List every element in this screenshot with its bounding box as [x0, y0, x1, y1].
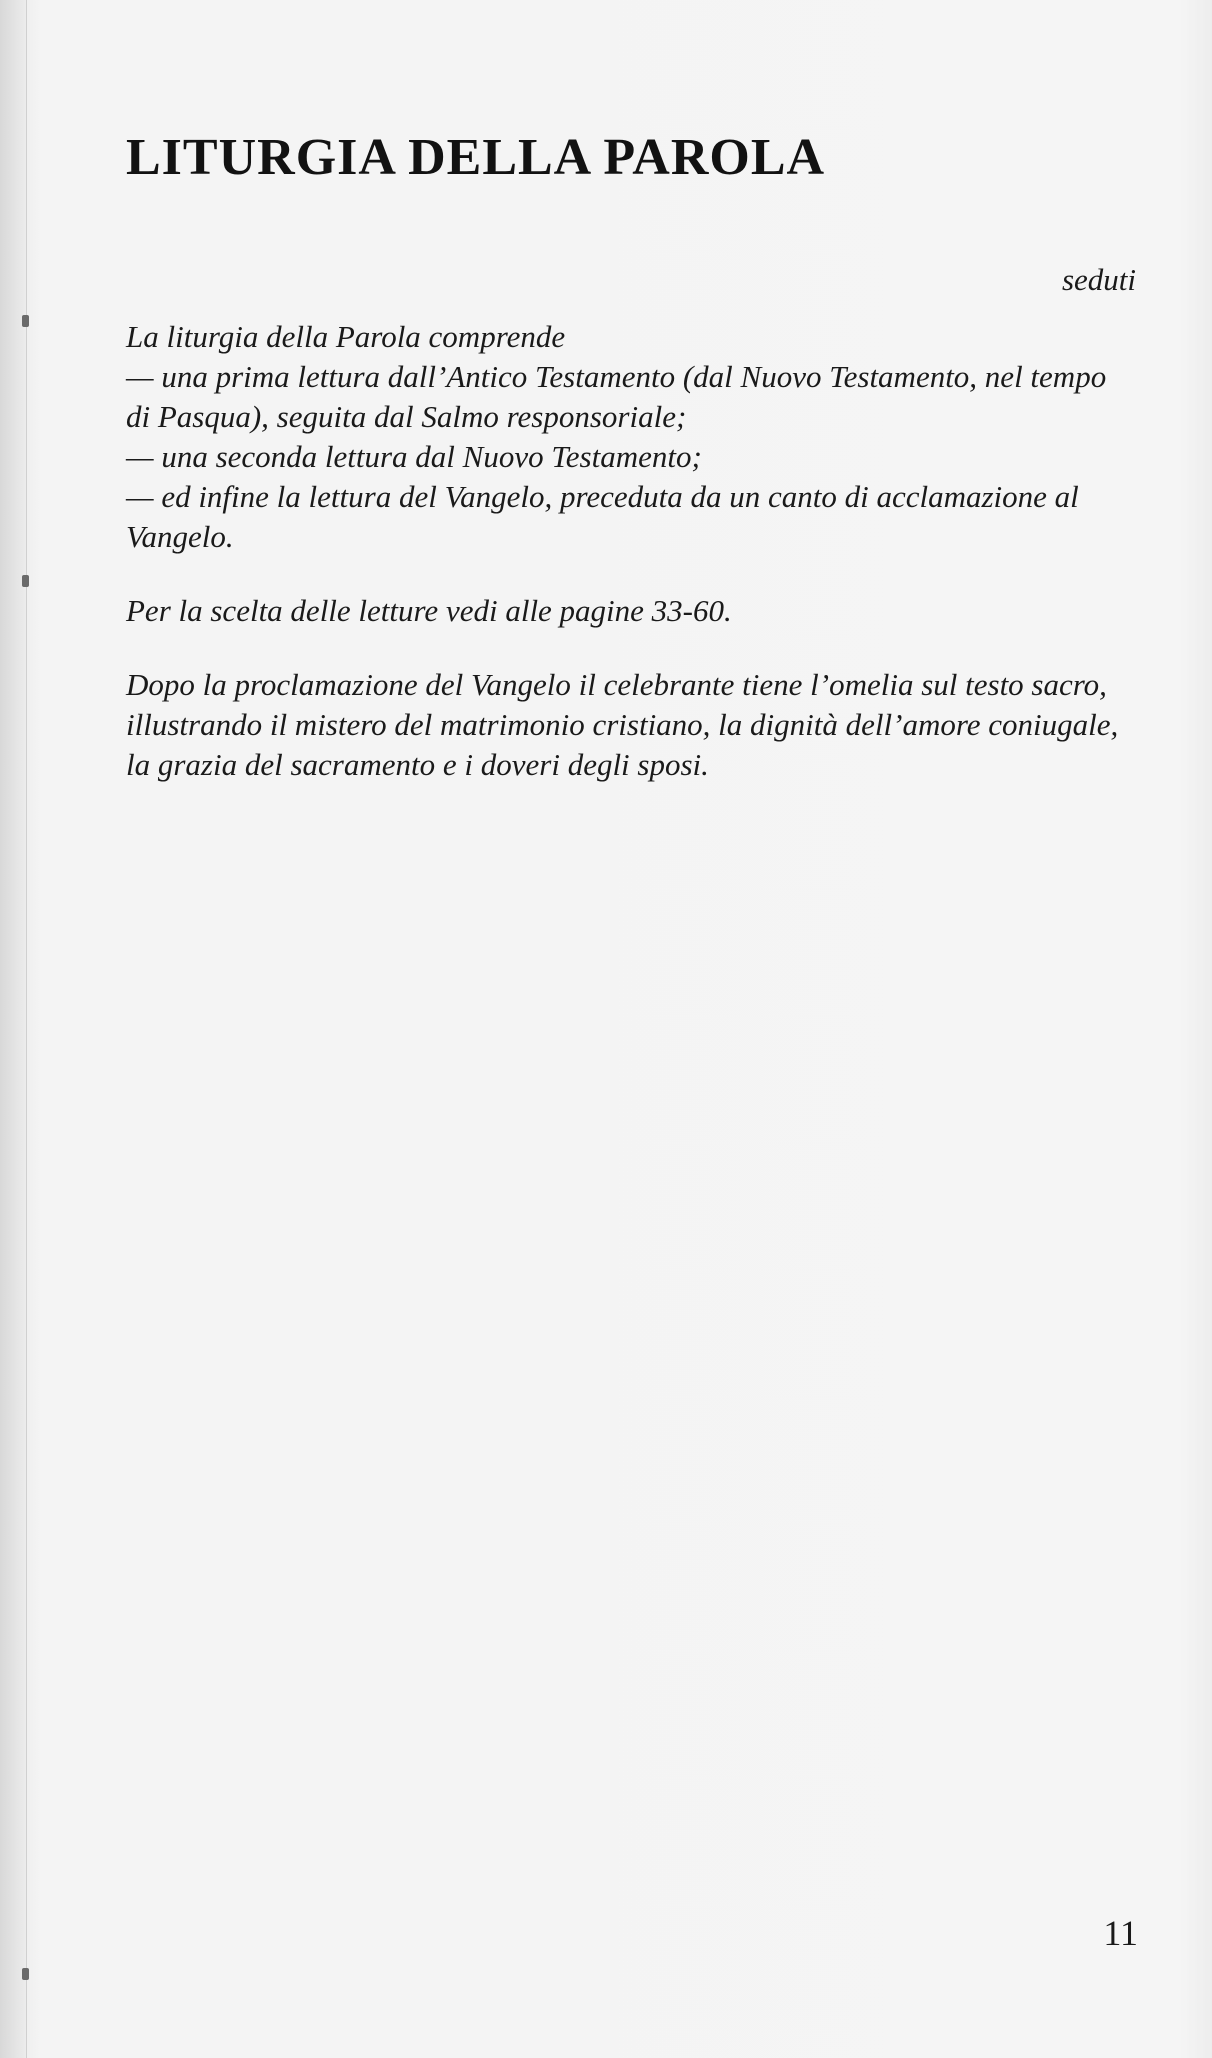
readings-note: Per la scelta delle letture vedi alle pagine 33-60.	[126, 593, 732, 628]
staple-mark	[22, 1968, 29, 1980]
list-item: — una seconda lettura dal Nuovo Testamento;	[126, 439, 702, 474]
binding-edge	[0, 0, 27, 2058]
body-text	[126, 317, 1136, 785]
posture-instruction: seduti	[1061, 262, 1136, 297]
staple-mark	[22, 315, 29, 327]
page-number: 11	[1103, 1913, 1138, 1953]
homily-note: Dopo la proclamazione del Vangelo il celebrante tiene l’omelia sul testo sacro, illustrando il mistero del matrimonio cristiano, la dignità dell’amore coniugale, la grazia del sacramento e i doveri degli sposi.	[126, 667, 1119, 782]
intro-line: La liturgia della Parola comprende	[126, 319, 566, 354]
list-item: — una prima lettura dall’Antico Testamento (dal Nuovo Testamento, nel tempo di Pasqua), seguita dal Salmo responsoriale;	[126, 359, 1107, 434]
page-title: LITURGIA DELLA PAROLA	[126, 129, 826, 186]
list-item: — ed infine la lettura del Vangelo, preceduta da un canto di acclamazione al Vangelo.	[126, 479, 1079, 554]
staple-mark	[22, 575, 29, 587]
